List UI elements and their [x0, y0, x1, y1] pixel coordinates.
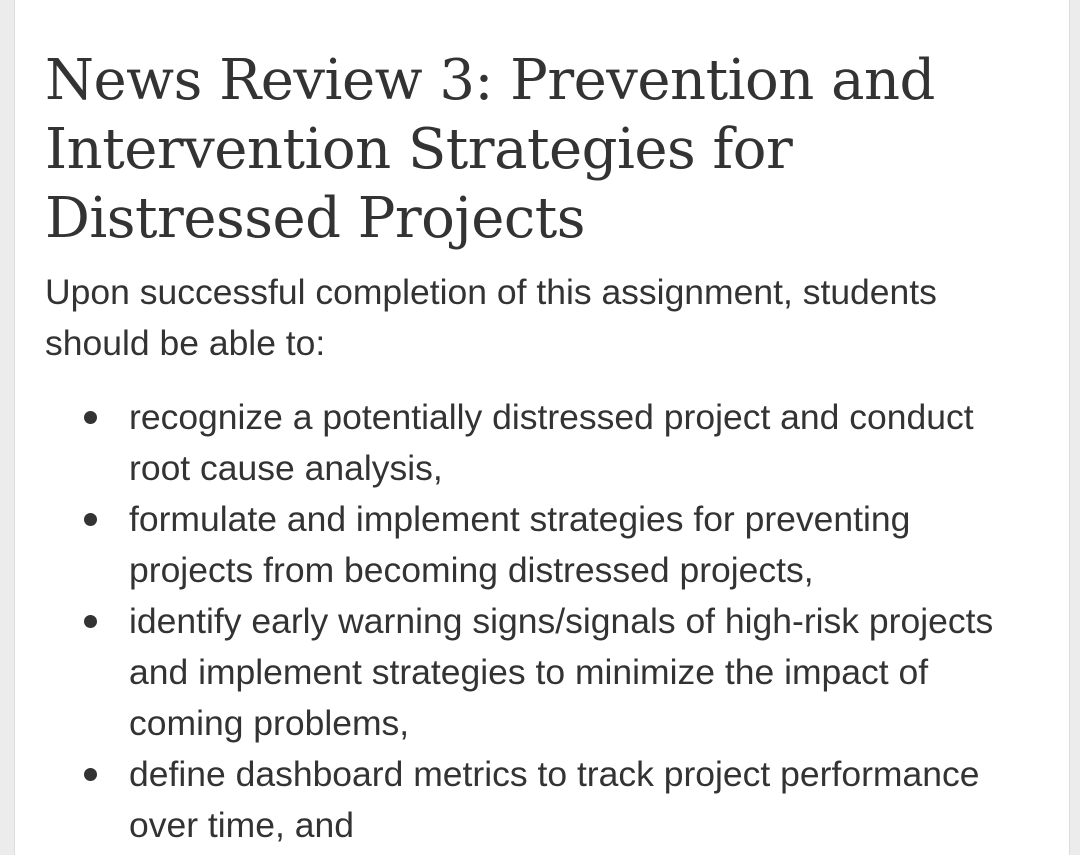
bullet-icon — [84, 513, 97, 526]
bullet-icon — [84, 411, 97, 424]
list-item — [45, 392, 1030, 494]
intro-text: Upon successful completion of this assignment, students should be able to: — [45, 272, 937, 363]
list-item — [45, 749, 1030, 851]
document-page — [14, 0, 1070, 855]
list-item-text: formulate and implement strategies for preventing projects from becoming distressed projects, — [129, 499, 911, 590]
objectives-list — [45, 392, 1030, 851]
list-item — [45, 596, 1030, 749]
list-item-text: define dashboard metrics to track project performance over time, and — [129, 754, 980, 845]
bullet-icon — [84, 768, 97, 781]
list-item-text: identify early warning signs/signals of high-risk projects and implement strategies to minimize the impact of coming problems, — [129, 601, 994, 743]
page-title: News Review 3: Prevention and Intervention Strategies for Distressed Projects — [45, 48, 935, 251]
document-content — [45, 46, 1055, 851]
bullet-icon — [84, 615, 97, 628]
list-item — [45, 494, 1030, 596]
list-item-text: recognize a potentially distressed project and conduct root cause analysis, — [129, 397, 974, 488]
